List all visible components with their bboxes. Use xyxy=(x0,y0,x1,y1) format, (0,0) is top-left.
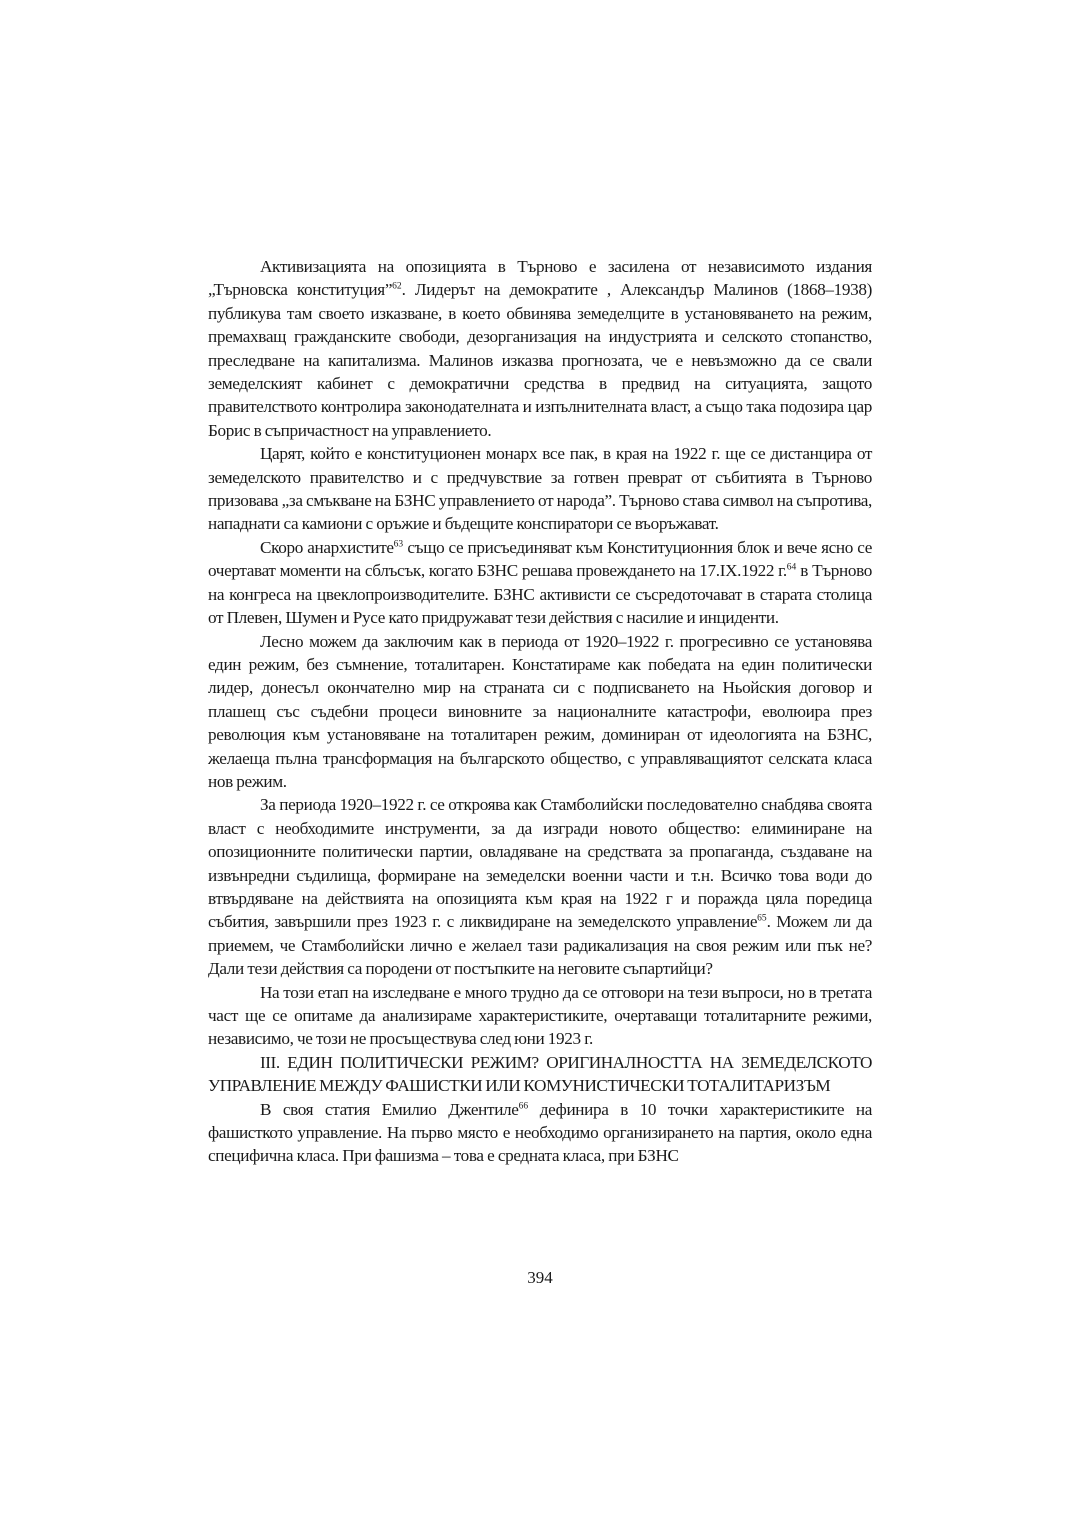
text-run: Скоро анархистите xyxy=(260,537,394,557)
footnote-ref: 62 xyxy=(392,281,402,292)
text-run: . Лидерът на демократите , Александър Малинов (1868–1938) публикува там своето изказване, в което обвинява земеделците в установяването на режим, премахващ гражданските свободи, дезорганизация на индустрията и селското стопанство, преследване на капитализма. Малинов изказва прогнозата, че е невъзможно да се свали земеделският кабинет с демократични средства в предвид на ситуацията, защото правителството контролира законодателната и изпълнителната власт, а също така подозира цар Борис в съпричастност на управлението. xyxy=(208,280,872,440)
text-run: Царят, който е конституционен монарх все пак, в края на 1922 г. ще се дистанцира от земеделското правителство и с предчувствие за готвен преврат от събитията в Търново призовава „за смъкване на БЗНС управлението от народа”. Търново става символ на съпротива, нападнати са камиони с оръжие и бъдещите конспиратори се въоръжават. xyxy=(208,444,872,534)
paragraph-6 xyxy=(208,981,872,1051)
text-run: На този етап на изследване е много трудно да се отговори на тези въпроси, но в третата част ще се опитаме да анализираме характеристиките, очертаващи тоталитарните режими, независимо, че този не просъществува след юни 1923 г. xyxy=(208,982,872,1049)
section-heading: III. ЕДИН ПОЛИТИЧЕСКИ РЕЖИМ? ОРИГИНАЛНОСТТА НА ЗЕМЕДЕЛСКОТО УПРАВЛЕНИЕ МЕЖДУ ФАШИСТКИ ИЛИ КОМУНИСТИЧЕСКИ ТОТАЛИТАРИЗЪМ xyxy=(208,1052,872,1096)
text-run: също се присъединяват към Конституционния блок и вече ясно се очертават моменти на сблъсък, когато БЗНС решава провеждането на 17.IX.1922 г. xyxy=(208,537,872,581)
footnote-ref: 65 xyxy=(757,913,767,924)
footnote-ref: 64 xyxy=(786,562,797,573)
paragraph-4 xyxy=(208,630,872,794)
paragraph-7 xyxy=(208,1098,872,1168)
paragraph-3 xyxy=(208,536,872,630)
paragraph-2 xyxy=(208,442,872,536)
paragraph-5 xyxy=(208,793,872,980)
page-body xyxy=(208,255,872,1168)
text-run: Активизацията на опозицията в Търново е засилена от независимото издания „Търновска конституция” xyxy=(208,257,872,300)
text-run: Лесно можем да заключим как в периода от 1920–1922 г. прогресивно се установява един режим, без съмнение, тоталитарен. Констатираме как победата на един политически лидер, донесъл окончателно мир на страната си с подписването на Ньойския договор и плашещ със съдебни процеси виновните за националните катастрофи, еволюира през революция към установяване на тоталитарен режим, доминиран от идеологията на БЗНС, желаеща пълна трансформация на българското общество, с управляващиятот селската класа нов режим. xyxy=(208,631,872,791)
footnote-ref: 66 xyxy=(518,1100,529,1111)
text-run: в Търново на конгреса на цвеклопроизводителите. БЗНС активисти се съсредоточават в старата столица от Плевен, Шумен и Русе като придружават тези действия с насилие и инциденти. xyxy=(208,561,872,628)
footnote-ref: 63 xyxy=(393,539,404,550)
text-run: . Можем ли да приемем, че Стамболийски лично е желаел тази радикализация на своя режим или пък не? Дали тези действия са породени от постъпките на неговите съпартийци? xyxy=(208,912,872,979)
page-number: 394 xyxy=(527,1268,553,1287)
text-run: дефинира в 10 точки характеристиките на фашисткото управление. На първо място е необходимо организирането на партия, около една специфична класа. При фашизма – това е средната класа, при БЗНС xyxy=(208,1099,873,1166)
text-run: За периода 1920–1922 г. се откроява как Стамболийски последователно снабдява своята власт с необходимите инструменти, за да изгради новото общество: елиминиране на опозиционните политически партии, овладяване на средствата за пропаганда, създаване на извънредни съдилища, формиране на земеделски военни части и т.н. Всичко това води до втвърдяване на действията на опозицията към края на 1922 г и поражда цяла поредица събития, завършили през 1923 г. с ликвидиране на земеделското управление xyxy=(208,795,872,932)
text-run: В своя статия Емилио Джентиле xyxy=(260,1099,519,1119)
paragraph-1 xyxy=(208,255,872,442)
